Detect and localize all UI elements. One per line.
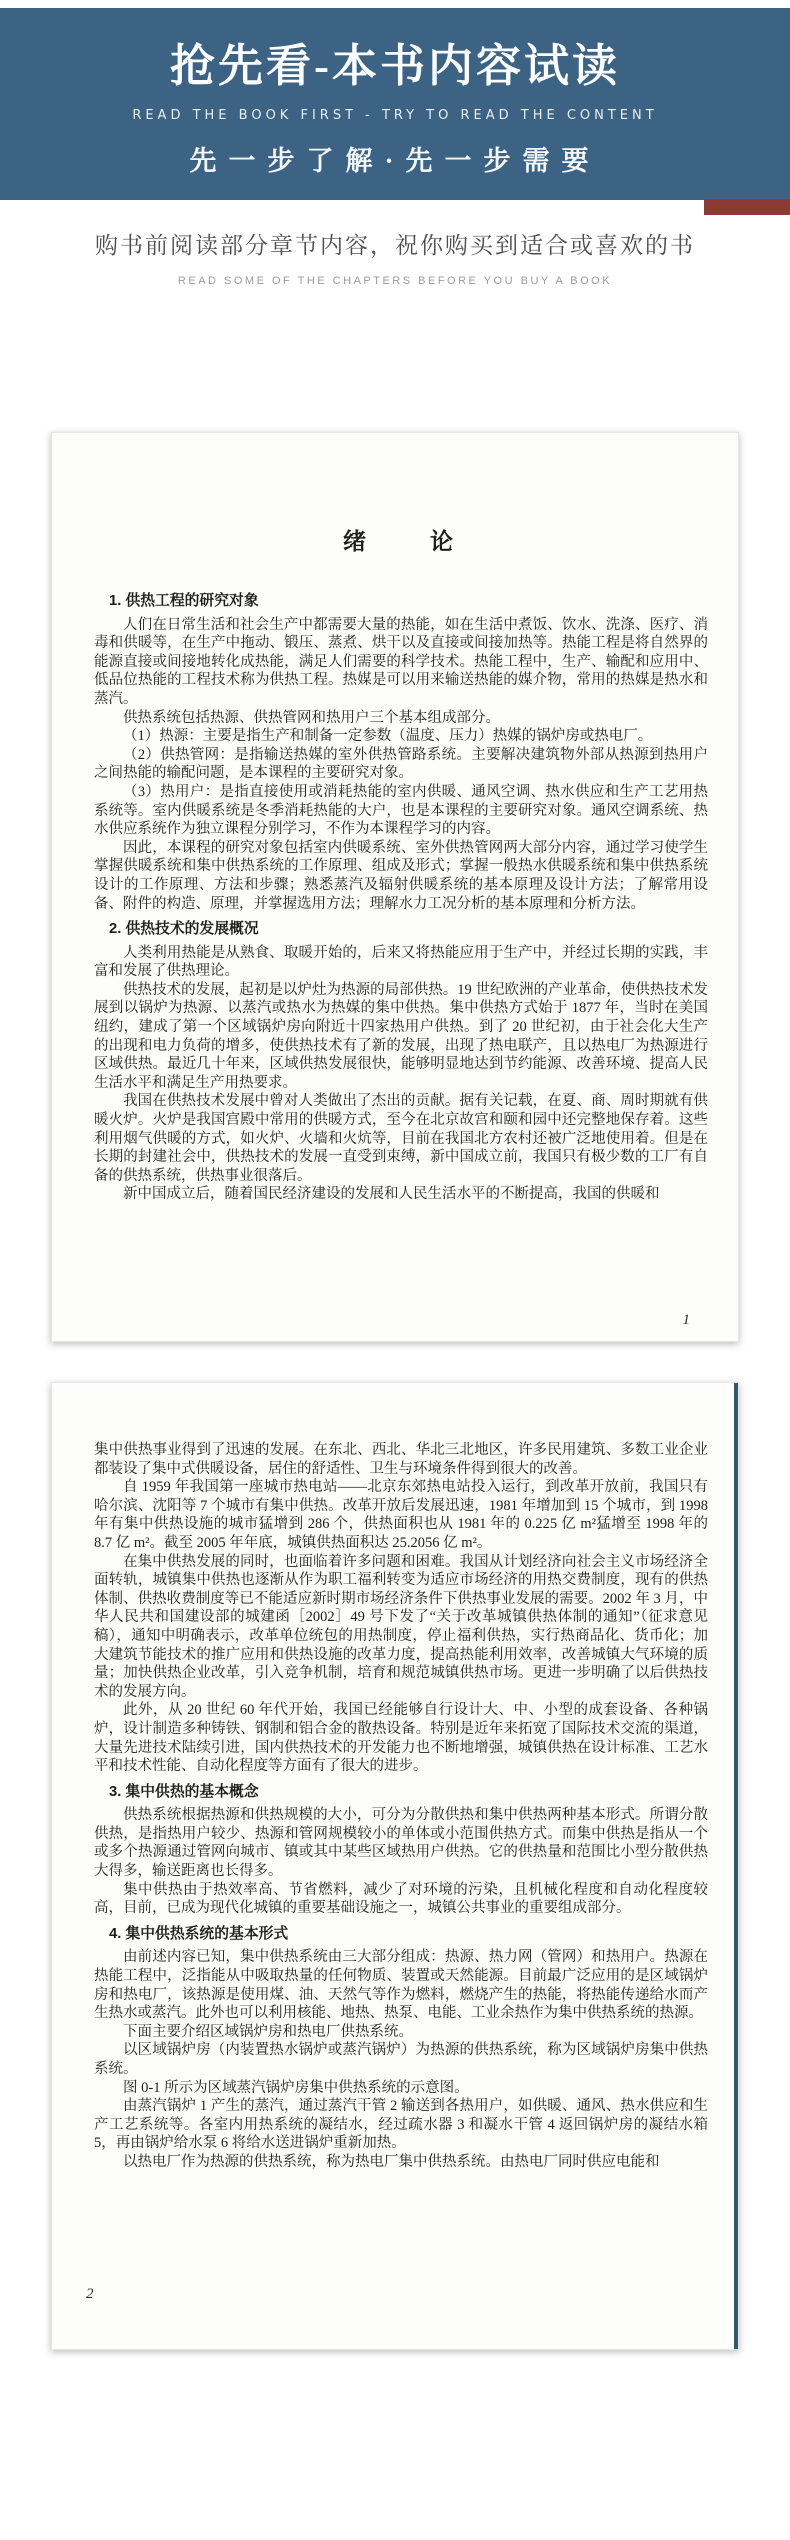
body-paragraph: （1）热源：主要是指生产和制备一定参数（温度、压力）热媒的锅炉房或热电厂。	[123, 728, 653, 745]
page-title: 绪 论	[343, 529, 459, 554]
page-2-body	[94, 1441, 708, 2172]
page-number: 1	[682, 1312, 690, 1328]
body-paragraph: 由前述内容已知，集中供热系统由三大部分组成：热源、热力网（管网）和热用户。热源在热能工程中，泛指能从中吸取热量的任何物质、装置或天然能源。目前最广泛应用的是区域锅炉房和热电厂，该热源是使用煤、油、天然气等作为燃料，燃烧产生的热能，将热能传递给水而产生热水或蒸汽。此外也可以利用核能、地热、热泵、电能、工业余热作为集中供热系统的热源。	[94, 1949, 708, 2022]
intro-strip	[0, 200, 790, 287]
body-paragraph: 下面主要介绍区域锅炉房和热电厂供热系统。	[123, 2023, 413, 2040]
section-heading: 4. 集中供热系统的基本形式	[109, 1925, 289, 1942]
preview-banner	[0, 8, 790, 200]
body-paragraph: 以热电厂作为热源的供热系统，称为热电厂集中供热系统。由热电厂同时供应电能和	[123, 2153, 660, 2170]
page-number: 2	[86, 2286, 94, 2302]
body-paragraph: 供热技术的发展，起初是以炉灶为热源的局部供热。19 世纪欧洲的产业革命，使供热技术发展到以锅炉为热源、以蒸汽或热水为热媒的集中供热。集中供热方式始于 1877 年，当时在美国纽约，建成了第一个区域锅炉房向附近十四家热用户供热。到了 20 世纪初，由于社会化大生产的出现和电力负荷的增多，使供热技术有了新的发展，出现了热电联产，且以热电厂为热源进行区域供热。最近几十年来，区域供热发展很快，能够明显地达到节约能源、改善环境、提高人民生活水平和满足生产用热要求。	[94, 981, 708, 1091]
section-heading: 3. 集中供热的基本概念	[109, 1783, 259, 1800]
banner-title: 抢先看-本书内容试读	[170, 41, 620, 91]
section-heading: 1. 供热工程的研究对象	[109, 593, 259, 609]
body-paragraph: 此外，从 20 世纪 60 年代开始，我国已经能够自行设计大、中、小型的成套设备、各种锅炉，设计制造多种铸铁、钢制和铝合金的散热设备。特别是近年来拓宽了国际技术交流的渠道，大量先进技术陆续引进，国内供热技术的开发能力也不断地增强，城镇供热在设计标准、工艺水平和技术性能、自动化程度等方面有了很大的进步。	[94, 1702, 708, 1775]
body-paragraph: 我国在供热技术发展中曾对人类做出了杰出的贡献。据有关记载，在夏、商、周时期就有供暖火炉。火炉是我国宫殿中常用的供暖方式，至今在北京故宫和颐和园中还完整地保存着。这些利用烟气供暖的方式，如火炉、火墙和火炕等，目前在我国北方农村还被广泛地使用着。但是在长期的封建社会中，供热技术的发展一直受到束缚，新中国成立前，我国只有极少数的工厂有自备的供热系统，供热事业很落后。	[94, 1093, 708, 1184]
page-1-body	[94, 592, 708, 1204]
intro-title: 购书前阅读部分章节内容，祝你购买到适合或喜欢的书	[95, 232, 695, 258]
body-paragraph: 供热系统包括热源、供热管网和热用户三个基本组成部分。	[123, 709, 500, 726]
body-paragraph: 新中国成立后，随着国民经济建设的发展和人民生活水平的不断提高，我国的供暖和	[123, 1186, 660, 1203]
body-paragraph: 图 0-1 所示为区域蒸汽锅炉房集中供热系统的示意图。	[123, 2079, 469, 2096]
body-paragraph: 以区域锅炉房（内装置热水锅炉或蒸汽锅炉）为热源的供热系统，称为区域锅炉房集中供热系统。	[94, 2042, 708, 2077]
body-paragraph: 集中供热由于热效率高、节省燃料，减少了对环境的污染，且机械化程度和自动化程度较高，目前，已成为现代化城镇的重要基础设施之一，城镇公共事业的重要组成部分。	[94, 1881, 708, 1917]
body-paragraph: 由蒸汽锅炉 1 产生的蒸汽，通过蒸汽干管 2 输送到各热用户，如供暖、通风、热水供应和生产工艺系统等。各室内用热系统的凝结水，经过疏水器 3 和凝水干管 4 返回锅炉房的凝结水箱 5，再由锅炉给水泵 6 将给水送进锅炉重新加热。	[94, 2098, 708, 2152]
book-page-1	[51, 432, 739, 1342]
banner-slogan: 先一步了解·先一步需要	[189, 145, 601, 176]
section-heading: 2. 供热技术的发展概况	[109, 921, 259, 938]
body-paragraph: 人们在日常生活和社会生产中都需要大量的热能，如在生活中煮饭、饮水、洗涤、医疗、消毒和供暖等，在生产中拖动、锻压、蒸煮、烘干以及直接或间接加热等。热能工程是将自然界的能源直接或间接地转化成热能，满足人们需要的科学技术。热能工程中，生产、输配和应用中、低品位热能的工程技术称为供热工程。热媒是可以用来输送热能的媒介物，常用的热媒是热水和蒸汽。	[94, 616, 708, 707]
banner-subtitle-en: READ THE BOOK FIRST - TRY TO READ THE CONTENT	[132, 107, 658, 123]
book-page-2	[51, 1382, 739, 2350]
body-paragraph: 供热系统根据热源和供热规模的大小，可分为分散供热和集中供热两种基本形式。所谓分散供热，是指热用户较少、热源和管网规模较小的单体或小范围供热方式。而集中供热是指从一个或多个热源通过管网向城市、镇或其中某些区域热用户供热。它的供热量和范围比小型分散供热大得多，输送距离也长得多。	[94, 1807, 708, 1880]
body-paragraph: （2）供热管网：是指输送热媒的室外供热管路系统。主要解决建筑物外部从热源到热用户之间热能的输配问题，是本课程的主要研究对象。	[94, 746, 708, 782]
body-paragraph: 因此，本课程的研究对象包括室内供暖系统、室外供热管网两大部分内容，通过学习使学生掌握供暖系统和集中供热系统的工作原理、组成及形式；掌握一般热水供暖系统和集中供热系统设计的工作原理、方法和步骤；熟悉蒸汽及辐射供暖系统的基本原理及设计方法；了解常用设备、附件的构造、原理，并掌握选用方法；理解水力工况分析的基本原理和分析方法。	[94, 839, 708, 912]
body-paragraph: 集中供热事业得到了迅速的发展。在东北、西北、华北三北地区，许多民用建筑、多数工业企业都装设了集中式供暖设备，居住的舒适性、卫生与环境条件得到很大的改善。	[94, 1442, 708, 1477]
body-paragraph: 人类利用热能是从熟食、取暖开始的，后来又将热能应用于生产中，并经过长期的实践，丰富和发展了供热理论。	[94, 944, 708, 980]
red-ribbon-accent	[704, 199, 790, 215]
intro-subtitle-en: READ SOME OF THE CHAPTERS BEFORE YOU BUY A BOOK	[177, 275, 613, 287]
scan-edge-line	[734, 1383, 738, 2349]
body-paragraph: 在集中供热发展的同时，也面临着许多问题和困难。我国从计划经济向社会主义市场经济全面转轨，城镇集中供热也逐渐从作为职工福利转变为适应市场经济的用热交费制度，现有的供热体制、供热收费制度等已不能适应新时期市场经济条件下供热事业发展的需要。2002 年 3 月，中华人民共和国建设部的城建函［2002］49 号下发了“关于改革城镇供热体制的通知”（征求意见稿），通知中明确表示，改革单位统包的用热制度，停止福利供热，实行热商品化、货币化；加大建筑节能技术的推广应用和供热设施的改革力度，提高热能利用效率，改善城镇大气环境的质量；加快供热企业改革，引入竞争机制，培育和规范城镇供热市场。更进一步明确了以后供热技术的发展方向。	[94, 1553, 708, 1700]
body-paragraph: （3）热用户：是指直接使用或消耗热能的室内供暖、通风空调、热水供应和生产工艺用热系统等。室内供暖系统是冬季消耗热能的大户，也是本课程的主要研究对象。通风空调系统、热水供应系统作为独立课程分别学习，不作为本课程学习的内容。	[94, 783, 708, 838]
body-paragraph: 自 1959 年我国第一座城市热电站——北京东郊热电站投入运行，到改革开放前，我国只有哈尔滨、沈阳等 7 个城市有集中供热。改革开放后发展迅速，1981 年增加到 15 个城市，到 1998 年有集中供热设施的城市猛增到 286 个，供热面积也从 1981 年的 0.225 亿 m²猛增至 1998 年的 8.7 亿 m²。截至 2005 年年底，城镇供热面积达 25.2056 亿 m²。	[94, 1479, 708, 1551]
